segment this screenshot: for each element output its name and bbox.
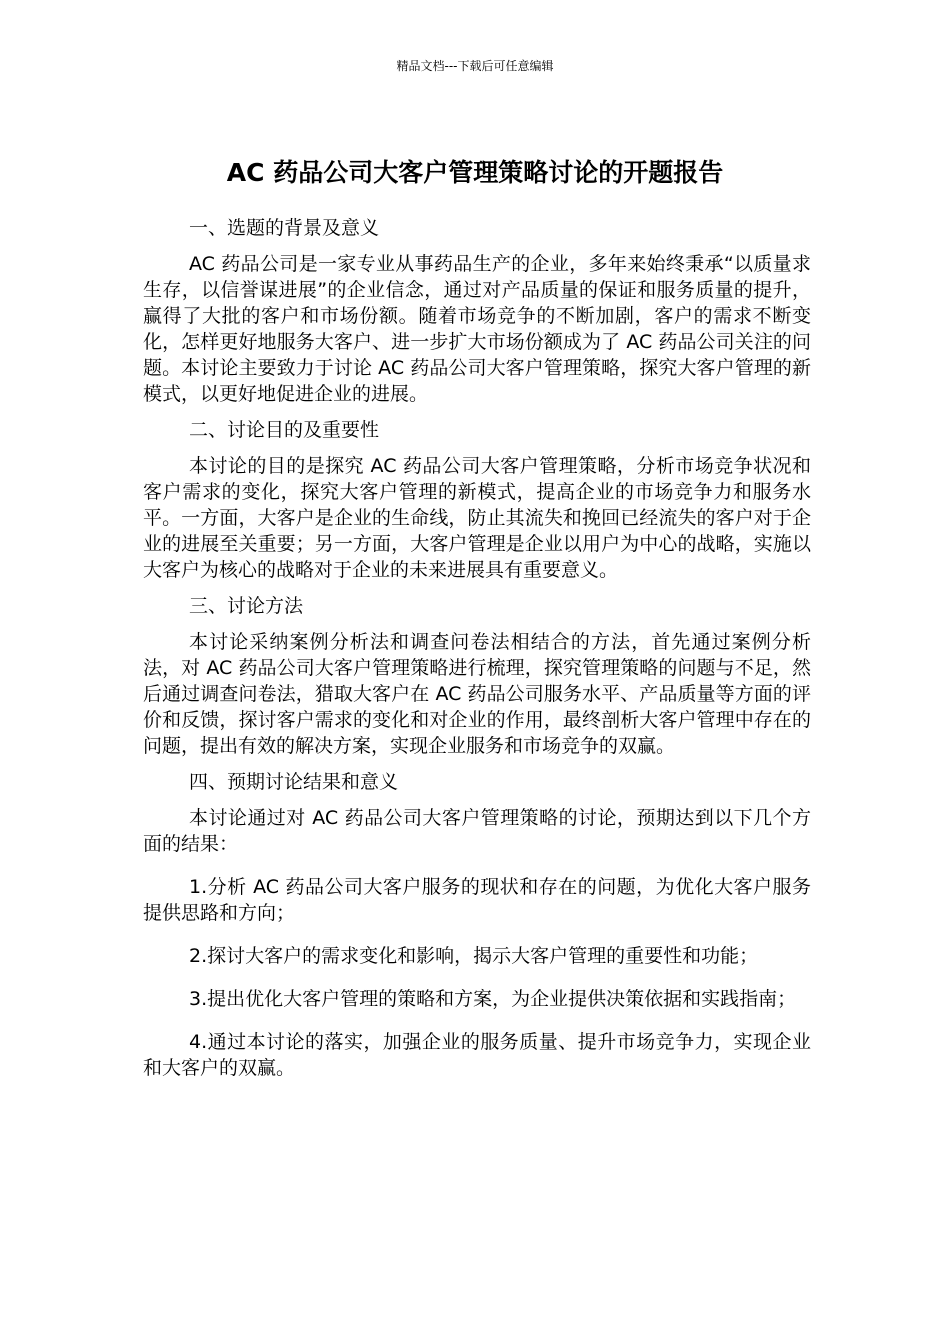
section-paragraph: 本讨论采纳案例分析法和调查问卷法相结合的方法，首先通过案例分析法，对 AC 药品公司大客户管理策略进行梳理，探究管理策略的问题与不足，然后通过调查问卷法，猎取大客户在 AC 药品公司服务水平、产品质量等方面的评价和反馈，探讨客户需求的变化和对企业的作用，最终剖析大客户管理中存在的问题，提出有效的解决方案，实现企业服务和市场竞争的双赢。 — [143, 631, 811, 757]
document-body — [143, 215, 811, 1098]
result-item: 4.通过本讨论的落实，加强企业的服务质量、提升市场竞争力，实现企业和大客户的双赢。 — [143, 1031, 811, 1079]
section-paragraph: 本讨论的目的是探究 AC 药品公司大客户管理策略，分析市场竞争状况和客户需求的变化，探究大客户管理的新模式，提高企业的市场竞争力和服务水平。一方面，大客户是企业的生命线，防止其流失和挽回已经流失的客户对于企业的进展至关重要；另一方面，大客户管理是企业以用户为中心的战略，实施以大客户为核心的战略对于企业的未来进展具有重要意义。 — [143, 455, 811, 581]
section-heading: 四、预期讨论结果和意义 — [189, 771, 399, 793]
document-title: AC 药品公司大客户管理策略讨论的开题报告 — [226, 157, 724, 187]
section-heading: 一、选题的背景及意义 — [189, 217, 380, 239]
result-item: 1.分析 AC 药品公司大客户服务的现状和存在的问题，为优化大客户服务提供思路和方向； — [143, 876, 811, 924]
section-paragraph: 本讨论通过对 AC 药品公司大客户管理策略的讨论，预期达到以下几个方面的结果： — [143, 807, 811, 855]
section-heading: 三、讨论方法 — [189, 595, 304, 617]
result-item: 2.探讨大客户的需求变化和影响，揭示大客户管理的重要性和功能； — [189, 945, 759, 967]
page-header: 精品文档---下载后可任意编辑 — [396, 59, 554, 73]
section-paragraph: AC 药品公司是一家专业从事药品生产的企业，多年来始终秉承“以质量求生存，以信誉谋进展”的企业信念，通过对产品质量的保证和服务质量的提升，赢得了大批的客户和市场份额。随着市场竞争的不断加剧，客户的需求不断变化，怎样更好地服务大客户、进一步扩大市场份额成为了 AC 药品公司关注的问题。本讨论主要致力于讨论 AC 药品公司大客户管理策略，探究大客户管理的新模式，以更好地促进企业的进展。 — [143, 253, 811, 405]
result-item: 3.提出优化大客户管理的策略和方案，为企业提供决策依据和实践指南； — [189, 988, 797, 1010]
section-heading: 二、讨论目的及重要性 — [189, 419, 380, 441]
